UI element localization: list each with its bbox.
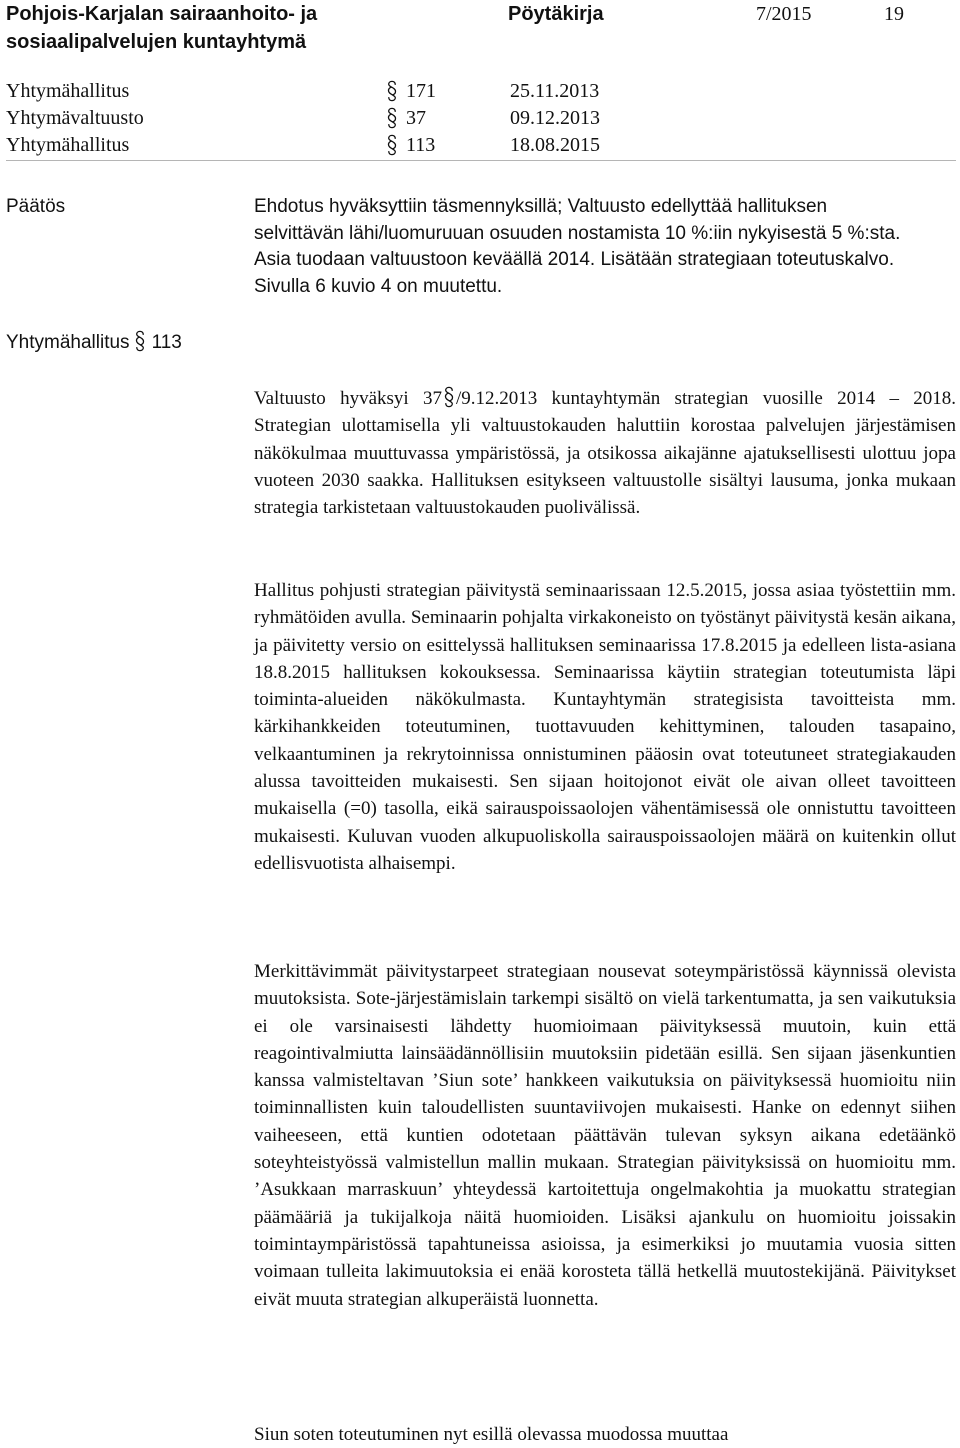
reference-number: 171 — [406, 80, 436, 102]
reference-date: 09.12.2013 — [510, 107, 600, 129]
decision-label: Päätös — [6, 196, 66, 217]
reference-date: 25.11.2013 — [510, 80, 600, 102]
body-paragraph-1 — [254, 385, 956, 521]
reference-date: 18.08.2015 — [510, 134, 600, 156]
paragraph-1-rest: /9.12.2013 kuntayhtymän strategian vuosille 2014 – 2018. Strategian ulottamisella yli valtuustokauden haluttiin korostaa palvelujen järjestämisen näkökulmaa muuttuvassa ympäristössä, ja otsikossa aikajänne ajatuksellisesti ulottuu jopa vuoteen 2030 saakka. Hallituksen esitykseen valtuustolle sisältyi lausuma, jonka mukaan strategia tarkistetaan valtuustokauden puolivälissä. — [254, 388, 956, 519]
reference-row — [6, 132, 956, 158]
organization-name: Pohjois-Karjalan sairaanhoito- ja sosiaalipalvelujen kuntayhtymä — [6, 3, 318, 53]
header-divider — [6, 160, 956, 161]
section-sign-icon — [134, 330, 146, 352]
reference-body: Yhtymähallitus — [6, 134, 130, 156]
body-paragraph-2: Hallitus pohjusti strategian päivitystä seminaarissaan 12.5.2015, jossa asiaa työstettiin mm. ryhmätöiden avulla. Seminaarin pohjalta virkakoneisto on työstänyt päivitystä kesän aikana, ja päivitetty versio on esittelyssä hallituksen seminaarissa 17.8.2015 ja edelleen lista-asiana 18.8.2015 hallituksen kokouksessa. Seminaarissa käytiin strategian toteutumista läpi toiminta-alueiden näkökulmasta. Kuntayhtymän strategisista tavoitteista mm. kärkihankkeiden toteutuminen, tuottavuuden kehittyminen, talouden tasapaino, velkaantuminen ja rekrytoinnissa onnistuminen pääosin ovat toteutuneet strategiakauden alussa tavoitteiden mukaisesti. Sen sijaan hoitojonot eivät ole aivan olleet tavoitteen mukaisella (=0) tasolla, eikä sairauspoissaolojen vähentämisessä ole onnistuttu tavoitteen mukaisesti. Kuluvan vuoden alkupuoliskolla sairauspoissaolojen määrä on kuitenkin ollut edellisvuotista alhaisempi. — [254, 580, 956, 874]
body-paragraph-3: Merkittävimmät päivitystarpeet strategiaan nousevat soteympäristössä käynnissä olevista muutoksista. Sote-järjestämislain tarkempi sisältö on vielä tarkentumatta, ja sen vaikutuksia ei ole varsinaisesti lähdetty huomioimaan päivityksessä muutoin, kuin että reagointivalmiutta lainsäädännöllisiin muutoksiin pidetään esillä. Sen sijaan jäsenkuntien kanssa valmisteltavan ’Siun sote’ hankkeen vaikutuksia on päivityksessä huomioitu niin toiminnallisten kuin taloudellisten suuntaviivojen mukaisesti. Hanke on edennyt siihen vaiheeseen, että kuntien odotetaan päättävän tulevan syksyn aikana edetäänkö soteyhteistyössä valmistellun mallin mukaan. Strategian päivityksissä on huomioitu mm. ’Asukkaan marraskuun’ yhteydessä kartoitettuja ongelmakohtia ja muokattu strategian päämääriä ja tukijalkoja näitä huomioiden. Lisäksi ajankulu on huomioitu joissakin toimintaympäristössä tapahtuneissa asioissa, ja esimerkiksi jo muutamia vuosia sitten voimaan tulleita lakimuutoksia ei enää korosteta tällä hetkellä muutostekijänä. Päivitykset eivät muuta strategian alkuperäistä luonnetta. — [254, 961, 956, 1310]
board-number: 113 — [151, 332, 182, 353]
section-sign-icon — [386, 80, 398, 102]
board-body: Yhtymähallitus — [6, 332, 130, 353]
reference-row — [6, 78, 956, 104]
reference-body: Yhtymävaltuusto — [6, 107, 144, 129]
section-sign-icon — [386, 134, 398, 156]
paragraph-1-start: Valtuusto hyväksyi 37 — [254, 388, 442, 409]
reference-number: 37 — [406, 107, 426, 129]
board-label — [6, 330, 182, 356]
section-sign-icon — [443, 386, 455, 408]
reference-body: Yhtymähallitus — [6, 80, 130, 102]
reference-row — [6, 105, 956, 131]
body-paragraph-4: Siun soten toteutuminen nyt esillä olevassa muodossa muuttaa — [254, 1424, 729, 1445]
page-number: 19 — [884, 3, 904, 25]
section-sign-icon — [386, 107, 398, 129]
document-type: Pöytäkirja — [508, 3, 604, 25]
decision-text: Ehdotus hyväksyttiin täsmennyksillä; Valtuusto edellyttää hallituksen selvittävän lähi/luomuruuan osuuden nostamista 10 %:iin nykyisestä 5 %:sta. Asia tuodaan valtuustoon keväällä 2014. Lisätään strategiaan toteutuskalvo. Sivulla 6 kuvio 4 on muutettu. — [254, 196, 901, 297]
issue-number: 7/2015 — [756, 3, 812, 25]
reference-number: 113 — [406, 134, 436, 156]
